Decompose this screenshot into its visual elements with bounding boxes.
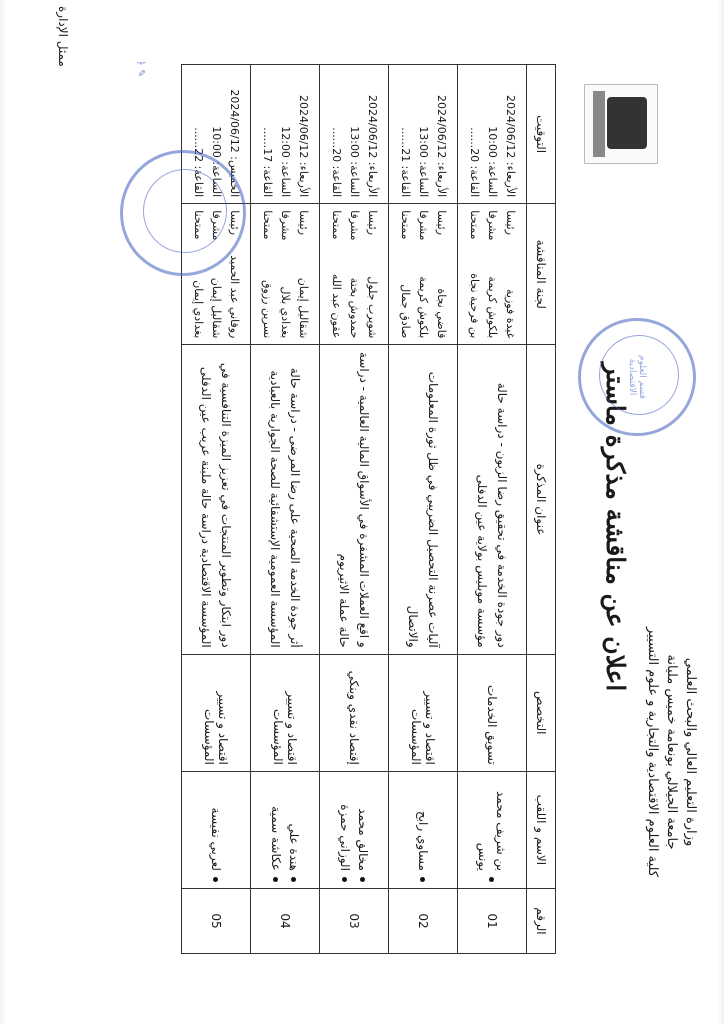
schedule-line: القاعة: 20......	[330, 127, 343, 198]
thesis-title: دور ابتكار وتطوير المنتجات في تعزيز الميزة التنافسية في المؤسسة الاقتصادية دراسة حالة ملبنة عريب عين الدفلى	[182, 345, 251, 654]
jury-member-role: ممتحنا	[261, 210, 274, 240]
bullet-icon	[343, 877, 348, 882]
student-name: عكاشة سمية	[269, 806, 283, 871]
schedule-line: الأربعاء: 2024/06/12	[504, 95, 517, 198]
table-header-row	[527, 65, 556, 954]
student-name-item	[474, 778, 510, 882]
jury-member-role: رئيسا	[228, 210, 241, 236]
jury-member-role: مشرفا	[210, 210, 223, 241]
schedule-cell	[251, 65, 320, 204]
schedule-line: الخميس: 2024/06/12	[228, 89, 241, 198]
jury-member-role: مشرفا	[279, 210, 292, 241]
administration-signature-label: ممثل الإدارة	[56, 6, 70, 67]
bullet-icon	[214, 877, 219, 882]
jury-cell	[389, 204, 458, 345]
jury-member	[396, 210, 414, 338]
document-title: اعلان عن مناقشة مذكرة ماستر	[601, 362, 630, 692]
thesis-title: و اقع العملات المشفرة في الأسواق المالية العالمية - دراسة حالة عملة الاثيريوم	[320, 345, 389, 654]
thesis-title: دور جودة الخدمة في تحقيق رضا الزبون - دراسة حالة مؤسسة موبليس بولاية عين الدفلى	[458, 345, 527, 654]
header-title: عنوان المذكرة	[527, 345, 556, 654]
jury-member-name: روقاني عبد الحميد	[228, 255, 241, 339]
jury-member-name: بغدادي بلال	[279, 286, 292, 339]
schedule-line: الساعة: 12:00	[279, 126, 292, 198]
row-number: 02	[389, 888, 458, 953]
schedule-cell	[389, 65, 458, 204]
specialization: إقتصاد نقدي وبنكي	[320, 654, 389, 771]
jury-member	[276, 210, 294, 338]
rotated-document	[16, 0, 706, 1024]
jury-member-name: غيدة فوزية	[504, 289, 517, 339]
specialization: تسويق الخدمات	[458, 654, 527, 771]
jury-member-role: ممتحنا	[330, 210, 343, 240]
bullet-icon	[490, 877, 495, 882]
header-spec: التخصص	[527, 654, 556, 771]
jury-cell	[251, 204, 320, 345]
jury-member	[345, 210, 363, 338]
header-jury: لجنة المناقشة	[527, 204, 556, 345]
schedule-line: الأربعاء: 2024/06/12	[366, 95, 379, 198]
bullet-icon	[274, 877, 279, 882]
jury-member-role: مشرفا	[348, 210, 361, 241]
student-name-item	[207, 778, 225, 882]
jury-member	[258, 210, 276, 338]
thesis-title: أثر جودة الخدمة الصحية على رضا المرضى - دراسة حالة المؤسسة العمومية الإستشفائية للصحة الجوارية بالعبادية	[251, 345, 320, 654]
ministry-line: وزارة التعليم العالي والبحث العلمي	[683, 657, 698, 847]
row-number: 03	[320, 888, 389, 953]
table-row	[389, 65, 458, 954]
header-name: الاسم و اللقب	[527, 771, 556, 888]
jury-member	[294, 210, 312, 338]
logo-wordmark	[593, 91, 605, 157]
specialization: اقتصاد و تسيير المؤسسات	[182, 654, 251, 771]
student-name-item	[414, 778, 432, 882]
jury-member-role: ممتحنا	[192, 210, 205, 240]
jury-member-role: ممتحنا	[399, 210, 412, 240]
header-num: الرقم	[527, 888, 556, 953]
jury-member-name: بلكوش كريمة	[417, 276, 430, 339]
faculty-seal-stamp	[578, 318, 696, 436]
header-time: التوقيت	[527, 65, 556, 204]
department-stamp	[120, 150, 246, 276]
schedule-line: القاعة: 20......	[468, 127, 481, 198]
thesis-title: آليات عصرنة التحصيل الضريبي في ظل ثورة المعلومات والاتصال	[389, 345, 458, 654]
student-names-cell	[389, 771, 458, 888]
jury-member-role: رئيسا	[366, 210, 379, 236]
student-names-cell	[320, 771, 389, 888]
specialization: اقتصاد و تسيير المؤسسات	[251, 654, 320, 771]
jury-member	[363, 210, 381, 338]
jury-member	[432, 210, 450, 338]
jury-member	[465, 210, 483, 338]
schedule-line: الأربعاء: 2024/06/12	[297, 95, 310, 198]
university-line: جامعة الجيلالي بونعامة خميس مليانة	[664, 654, 679, 850]
specialization: اقتصاد و تسيير المؤسسات	[389, 654, 458, 771]
student-name: مخالق محمد	[356, 808, 370, 871]
jury-member-name: قاضي نجاة	[435, 288, 448, 339]
jury-member-name: نسرين رزوق	[261, 279, 274, 339]
jury-cell	[320, 204, 389, 345]
jury-member-name: عقون عبد الله	[330, 273, 343, 339]
student-names-cell	[458, 771, 527, 888]
jury-member-name: صادق جمال	[399, 284, 412, 339]
document-header	[643, 542, 700, 962]
jury-member	[501, 210, 519, 338]
jury-member-role: ممتحنا	[468, 210, 481, 240]
jury-member-name: شقاليل إيمان	[210, 277, 223, 339]
schedule-line: القاعة: 17......	[261, 127, 274, 198]
schedule-cell	[320, 65, 389, 204]
schedule-line: الساعة: 13:00	[348, 126, 361, 198]
student-name: هندة علي	[287, 823, 301, 871]
schedule-line: الساعة: 13:00	[417, 126, 430, 198]
student-names-cell	[251, 771, 320, 888]
jury-member	[414, 210, 432, 338]
jury-cell	[458, 204, 527, 345]
row-number: 04	[251, 888, 320, 953]
schedule-line: القاعة: 21......	[399, 127, 412, 198]
row-number: 01	[458, 888, 527, 953]
faculty-line: كلية العلوم الاقتصادية والتجارية و علوم التسيير	[645, 626, 660, 878]
student-name-item	[336, 778, 354, 882]
student-name-item	[285, 778, 303, 882]
student-name: بن شريف محمد يونس	[476, 790, 508, 871]
jury-member-name: شويرب جلول	[366, 276, 379, 339]
jury-member-name: بلكوش كريمة	[486, 276, 499, 339]
schedule-line: الساعة: 10:00	[210, 126, 223, 198]
table-row	[251, 65, 320, 954]
logo-mark	[607, 97, 647, 149]
bullet-icon	[361, 877, 366, 882]
university-logo	[584, 84, 658, 164]
student-name: الوزاني حمزة	[338, 804, 352, 871]
row-number: 05	[182, 888, 251, 953]
schedule-line: القاعة: 22......	[192, 127, 205, 198]
schedule-cell	[458, 65, 527, 204]
bullet-icon	[292, 877, 297, 882]
seal-text: قسم العلوم الاقتصادية	[627, 355, 647, 399]
jury-member-role: رئيسا	[504, 210, 517, 236]
table-row	[320, 65, 389, 954]
schedule-line: الأربعاء: 2024/06/12	[435, 95, 448, 198]
schedule-line: الساعة: 10:00	[486, 126, 499, 198]
department-stamp-ring	[143, 169, 227, 253]
jury-member-name: بن فرحية نجاة	[468, 273, 481, 339]
jury-member-role: رئيسا	[297, 210, 310, 236]
signature-mark: ✎ ﴿	[135, 60, 146, 78]
student-name: لعربي نفيسة	[209, 807, 223, 871]
jury-member-name: بغدادي إيمان	[192, 280, 205, 339]
jury-member	[327, 210, 345, 338]
jury-member-role: رئيسا	[435, 210, 448, 236]
bullet-icon	[421, 877, 426, 882]
student-name: مساوي رابح	[416, 810, 430, 871]
jury-member-role: مشرفا	[486, 210, 499, 241]
student-names-cell	[182, 771, 251, 888]
student-name-item	[354, 778, 372, 882]
jury-member-name: شقاليل إيمان	[297, 277, 310, 339]
student-name-item	[267, 778, 285, 882]
jury-member	[483, 210, 501, 338]
jury-member-role: مشرفا	[417, 210, 430, 241]
jury-member-name: حمدوش بختة	[348, 277, 361, 339]
table-row	[458, 65, 527, 954]
